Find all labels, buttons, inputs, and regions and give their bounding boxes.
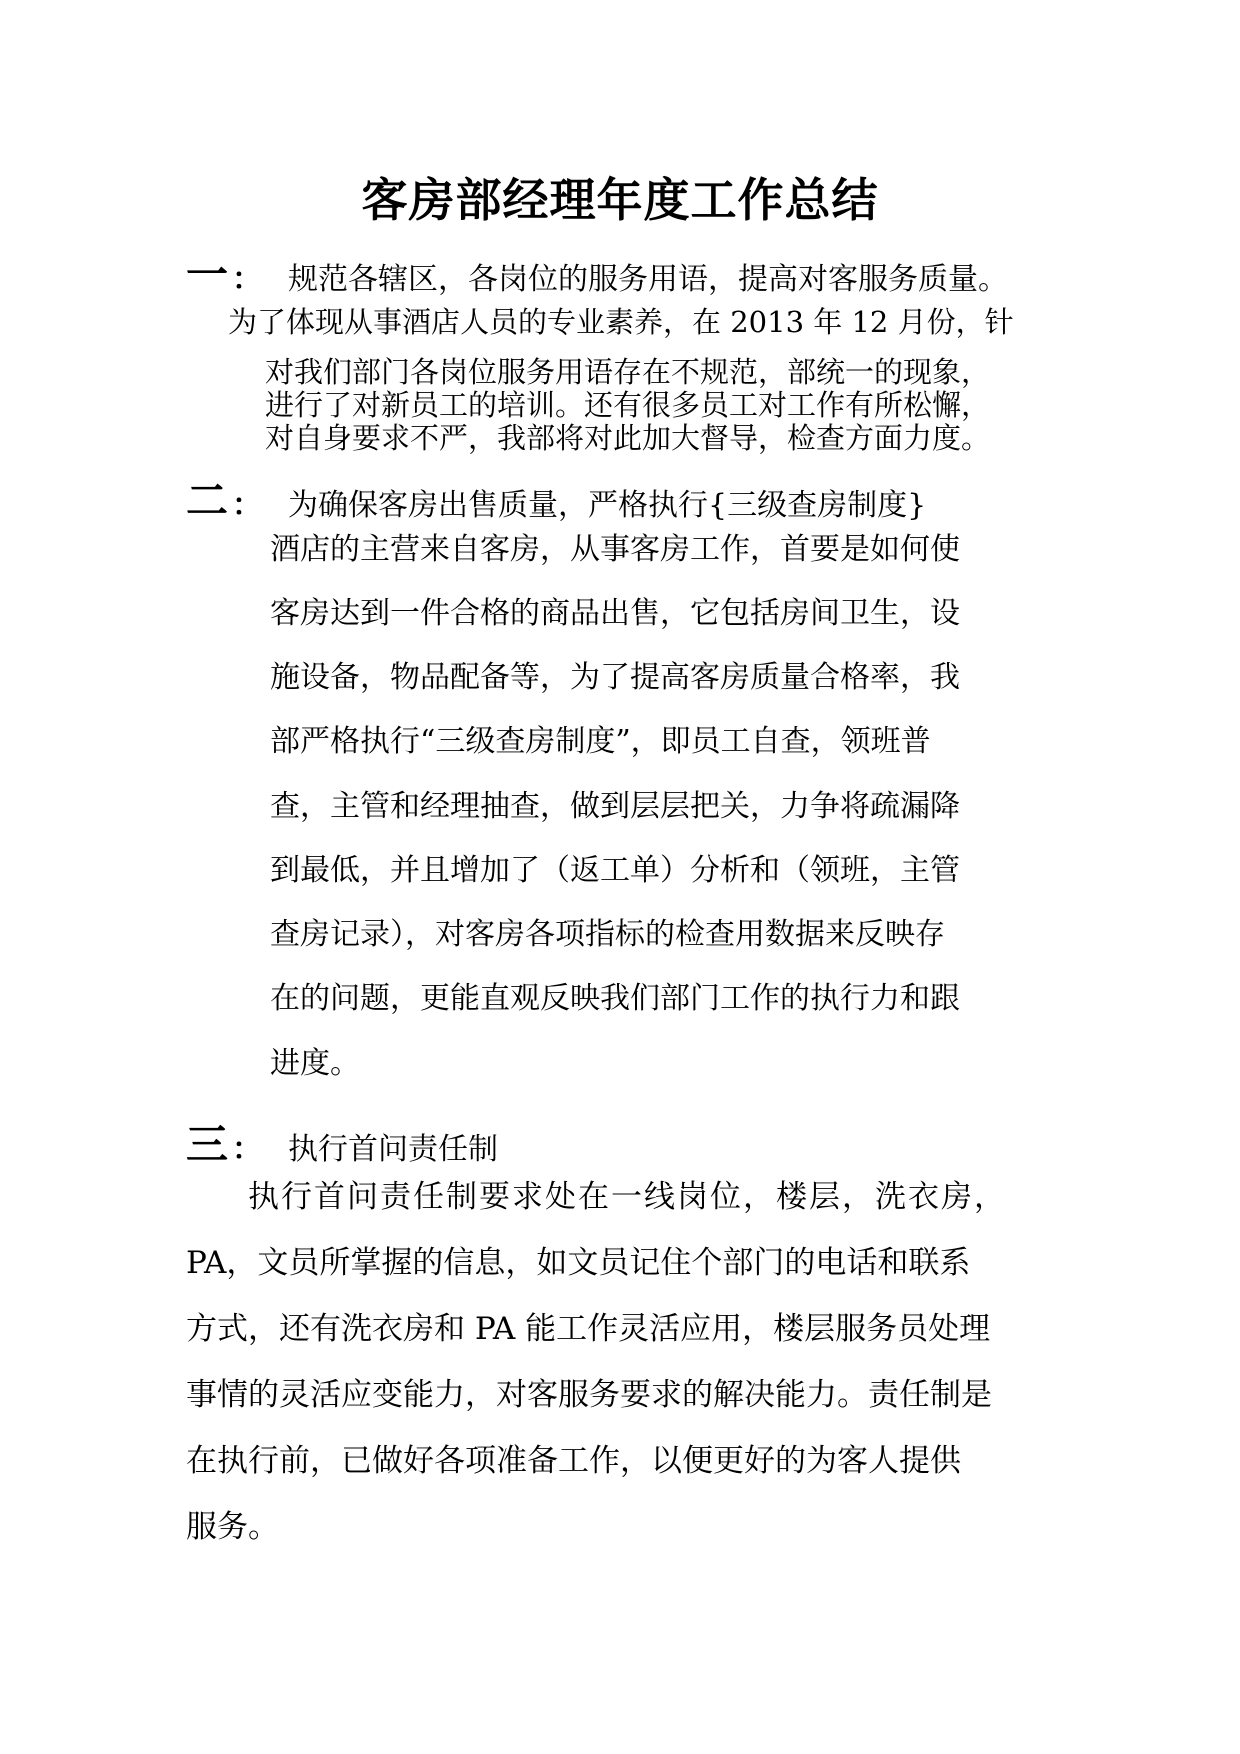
- section-2-number: 二: [186, 476, 229, 525]
- section-3-colon: ：: [232, 1132, 263, 1167]
- section-1-heading: [186, 242, 1008, 302]
- section-2-title: 为确保客房出售质量，严格执行{三级查房制度}: [288, 488, 927, 523]
- section-2-line: 客房达到一件合格的商品出售，它包括房间卫生，设: [270, 596, 960, 631]
- section-3-heading: [186, 1112, 498, 1172]
- section-1-line: 对我们部门各岗位服务用语存在不规范，部统一的现象，: [265, 355, 991, 389]
- section-3-number: 三: [186, 1120, 229, 1169]
- section-2-colon: ：: [232, 488, 263, 523]
- section-2-line: 查房记录），对客房各项指标的检查用数据来反映存: [270, 917, 945, 952]
- section-1-line: 为了体现从事酒店人员的专业素养，在 2013 年 12 月份，针: [228, 305, 1014, 339]
- section-2-line: 到最低，并且增加了（返工单）分析和（领班，主管: [270, 853, 960, 888]
- section-3-line: 方式，还有洗衣房和 PA 能工作灵活应用，楼层服务员处理: [186, 1311, 991, 1347]
- section-3-line: 在执行前，已做好各项准备工作，以便更好的为客人提供: [186, 1443, 961, 1479]
- section-1-line: 对自身要求不严，我部将对此加大督导，检查方面力度。: [265, 421, 991, 455]
- section-2-heading: [186, 468, 926, 528]
- section-2-line: 施设备，物品配备等，为了提高客房质量合格率，我: [270, 660, 960, 695]
- section-1-title: 规范各辖区，各岗位的服务用语，提高对客服务质量。: [288, 262, 1009, 297]
- section-2-line: 查，主管和经理抽查，做到层层把关，力争将疏漏降: [270, 789, 960, 824]
- document-title: 客房部经理年度工作总结: [361, 173, 879, 227]
- section-3-line: 事情的灵活应变能力，对客服务要求的解决能力。责任制是: [186, 1377, 992, 1413]
- section-2-line: 部严格执行“三级查房制度”，即员工自查，领班普: [270, 724, 931, 759]
- section-2-line: 在的问题，更能直观反映我们部门工作的执行力和跟: [270, 981, 960, 1016]
- section-3-line: 服务。: [186, 1509, 279, 1545]
- section-3-line: PA，文员所掌握的信息，如文员记住个部门的电话和联系: [186, 1245, 971, 1281]
- section-2-line: 进度。: [270, 1046, 360, 1081]
- section-2-line: 酒店的主营来自客房，从事客房工作，首要是如何使: [270, 532, 960, 567]
- section-1-number: 一: [186, 250, 229, 299]
- section-3-line: 执行首问责任制要求处在一线岗位，楼层，洗衣房，: [248, 1179, 1007, 1215]
- section-1-line: 进行了对新员工的培训。还有很多员工对工作有所松懈，: [265, 388, 991, 422]
- section-1-colon: ：: [232, 262, 263, 297]
- section-3-title: 执行首问责任制: [288, 1132, 499, 1167]
